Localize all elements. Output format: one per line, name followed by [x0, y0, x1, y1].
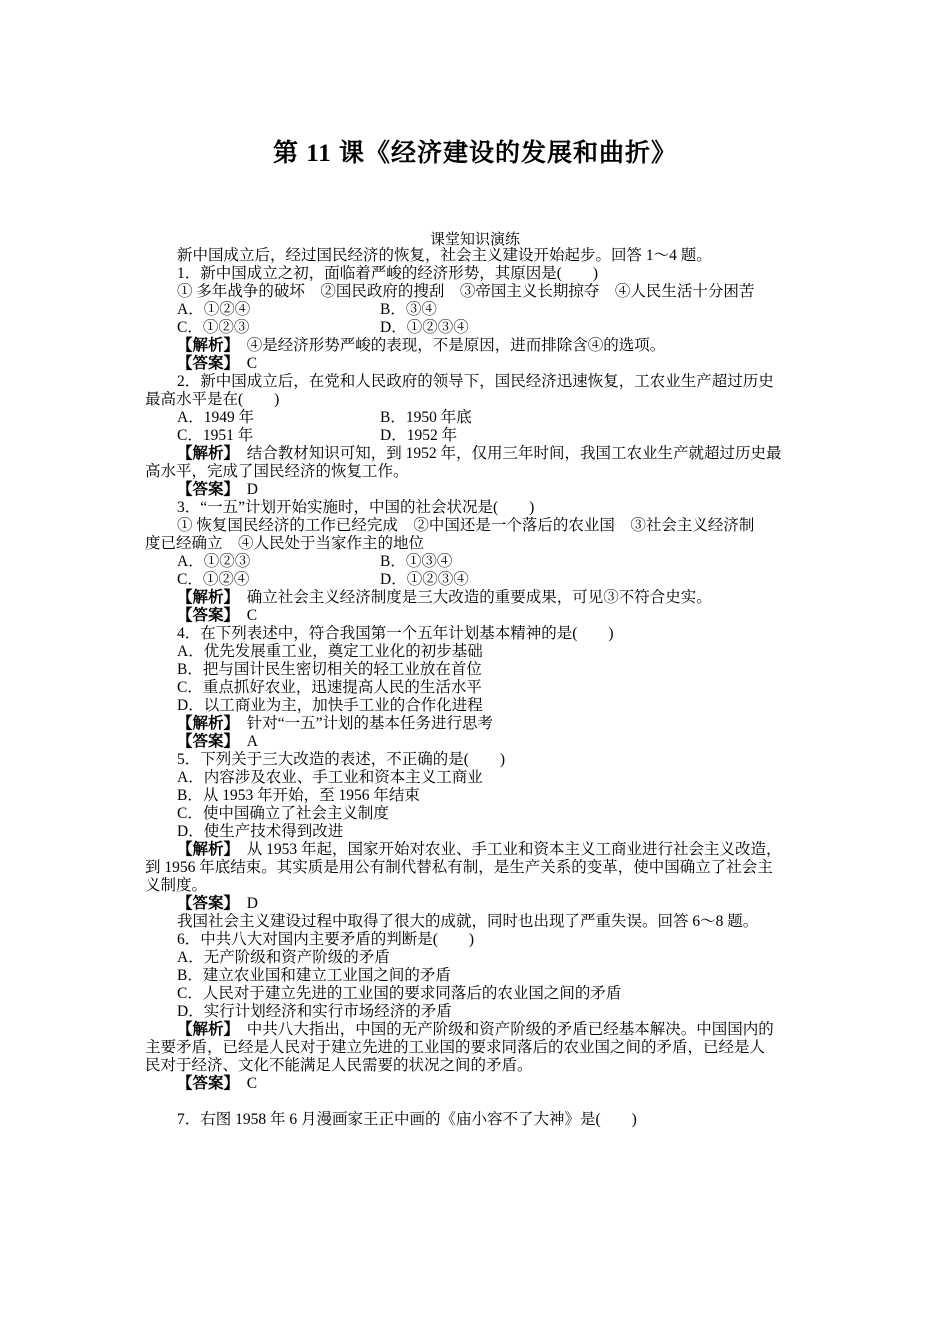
question-7-stem: 7．右图 1958 年 6 月漫画家王正中画的《庙小容不了大神》是( ): [177, 1111, 637, 1128]
spacer: [145, 1093, 807, 1111]
question-5-analysis: [145, 841, 807, 859]
document-body: [145, 247, 807, 1129]
question-2-options-row-1: [145, 409, 807, 427]
question-3-items-cont: 度已经确立 ④人民处于当家作主的地位: [145, 535, 425, 552]
answer-text: A: [246, 733, 258, 750]
question-2-answer: [145, 481, 807, 499]
analysis-label: 【解析】: [177, 445, 232, 462]
option-b: B．③④: [380, 301, 437, 318]
question-3-answer: [145, 607, 807, 625]
question-4-analysis: [145, 715, 807, 733]
option-d: D．实行计划经济和实行市场经济的矛盾: [177, 1003, 452, 1020]
question-1-options-row-2: [145, 319, 807, 337]
answer-text: D: [246, 895, 258, 912]
option-b: B．1950 年底: [380, 409, 472, 426]
answer-label: 【答案】: [177, 355, 232, 372]
answer-label: 【答案】: [177, 481, 232, 498]
option-b: B．建立农业国和建立工业国之间的矛盾: [177, 967, 451, 984]
analysis-label: 【解析】: [177, 715, 232, 732]
answer-label: 【答案】: [177, 607, 232, 624]
option-a: A．无产阶级和资产阶级的矛盾: [177, 949, 390, 966]
question-6-stem: 6．中共八大对国内主要矛盾的判断是( ): [177, 931, 475, 948]
answer-text: D: [246, 481, 258, 498]
question-4-stem: 4．在下列表述中，符合我国第一个五年计划基本精神的是( ): [177, 625, 614, 642]
question-2-stem: 2．新中国成立后，在党和人民政府的领导下，国民经济迅速恢复，工农业生产超过历史: [177, 373, 774, 390]
question-5-analysis-cont-2: 义制度。: [145, 877, 208, 894]
question-4-answer: [145, 733, 807, 751]
option-a: A．①②③: [177, 553, 251, 570]
option-c: C．①②③: [177, 319, 250, 336]
option-a: A．①②④: [177, 301, 251, 318]
analysis-label: 【解析】: [177, 1021, 232, 1038]
option-c: C．使中国确立了社会主义制度: [177, 805, 389, 822]
option-d: D．以工商业为主，加快手工业的合作化进程: [177, 697, 483, 714]
question-3-options-row-1: [145, 553, 807, 571]
analysis-text: 中共八大指出，中国的无产阶级和资产阶级的矛盾已经基本解决。中国国内的: [246, 1021, 774, 1038]
option-d: D．1952 年: [380, 427, 458, 444]
answer-label: 【答案】: [177, 733, 232, 750]
question-1-stem: 1．新中国成立之初，面临着严峻的经济形势，其原因是( ): [177, 265, 599, 282]
intro-text-2: 我国社会主义建设过程中取得了很大的成就，同时也出现了严重失误。回答 6～8 题。: [177, 913, 759, 930]
page-title: 第 11 课《经济建设的发展和曲折》: [272, 140, 678, 167]
question-6-analysis-cont: 主要矛盾，已经是人民对于建立先进的工业国的要求同落后的农业国之间的矛盾，已经是人: [145, 1039, 766, 1056]
question-2-analysis-cont: 高水平，完成了国民经济的恢复工作。: [145, 463, 409, 480]
analysis-text: 结合教材知识可知，到 1952 年，仅用三年时间，我国工农业生产就超过历史最: [246, 445, 782, 462]
option-c: C．①②④: [177, 571, 250, 588]
question-1-options-row-1: [145, 301, 807, 319]
option-b: B．把与国计民生密切相关的轻工业放在首位: [177, 661, 482, 678]
answer-text: C: [246, 607, 258, 624]
question-2-options-row-2: [145, 427, 807, 445]
answer-text: C: [246, 1075, 258, 1092]
option-d: D．①②③④: [380, 571, 469, 588]
analysis-text: 确立社会主义经济制度是三大改造的重要成果，可见③不符合史实。: [246, 589, 712, 606]
option-b: B．①③④: [380, 553, 453, 570]
intro-text: 新中国成立后，经过国民经济的恢复，社会主义建设开始起步。回答 1～4 题。: [177, 247, 712, 264]
option-c: C．1951 年: [177, 427, 254, 444]
analysis-label: 【解析】: [177, 589, 232, 606]
answer-label: 【答案】: [177, 1075, 232, 1092]
option-c: C．重点抓好农业，迅速提高人民的生活水平: [177, 679, 482, 696]
option-d: D．使生产技术得到改进: [177, 823, 344, 840]
answer-text: C: [246, 355, 258, 372]
question-2-analysis: [145, 445, 807, 463]
option-a: A．内容涉及农业、手工业和资本主义工商业: [177, 769, 483, 786]
question-3-options-row-2: [145, 571, 807, 589]
question-5-analysis-cont: 到 1956 年底结束。其实质是用公有制代替私有制，是生产关系的变革，使中国确立了社会主: [145, 859, 773, 876]
option-a: A．优先发展重工业，奠定工业化的初步基础: [177, 643, 483, 660]
option-a: A．1949 年: [177, 409, 255, 426]
question-5-stem: 5．下列关于三大改造的表述，不正确的是( ): [177, 751, 506, 768]
question-2-stem-cont: 最高水平是在( ): [145, 391, 280, 408]
section-heading: 课堂知识演练: [429, 232, 520, 248]
analysis-text: 从 1953 年起，国家开始对农业、手工业和资本主义工商业进行社会主义改造，: [246, 841, 782, 858]
question-3-analysis: [145, 589, 807, 607]
question-6-answer: [145, 1075, 807, 1093]
analysis-text: ④是经济形势严峻的表现，不是原因，进而排除含④的选项。: [246, 337, 666, 354]
question-3-stem: 3．“一五”计划开始实施时，中国的社会状况是( ): [177, 499, 535, 516]
question-1-items: ① 多年战争的破坏 ②国民政府的搜刮 ③帝国主义长期掠夺 ④人民生活十分困苦: [177, 283, 755, 300]
question-1-answer: [145, 355, 807, 373]
option-d: D．①②③④: [380, 319, 469, 336]
option-c: C．人民对于建立先进的工业国的要求同落后的农业国之间的矛盾: [177, 985, 622, 1002]
analysis-label: 【解析】: [177, 841, 232, 858]
question-3-items: ① 恢复国民经济的工作已经完成 ②中国还是一个落后的农业国 ③社会主义经济制: [177, 517, 755, 534]
analysis-label: 【解析】: [177, 337, 232, 354]
question-6-analysis: [145, 1021, 807, 1039]
analysis-text: 针对“一五”计划的基本任务进行思考: [246, 715, 494, 732]
question-5-answer: [145, 895, 807, 913]
answer-label: 【答案】: [177, 895, 232, 912]
option-b: B．从 1953 年开始，至 1956 年结束: [177, 787, 420, 804]
question-1-analysis: [145, 337, 807, 355]
question-6-analysis-cont-2: 民对于经济、文化不能满足人民需要的状况之间的矛盾。: [145, 1057, 533, 1074]
